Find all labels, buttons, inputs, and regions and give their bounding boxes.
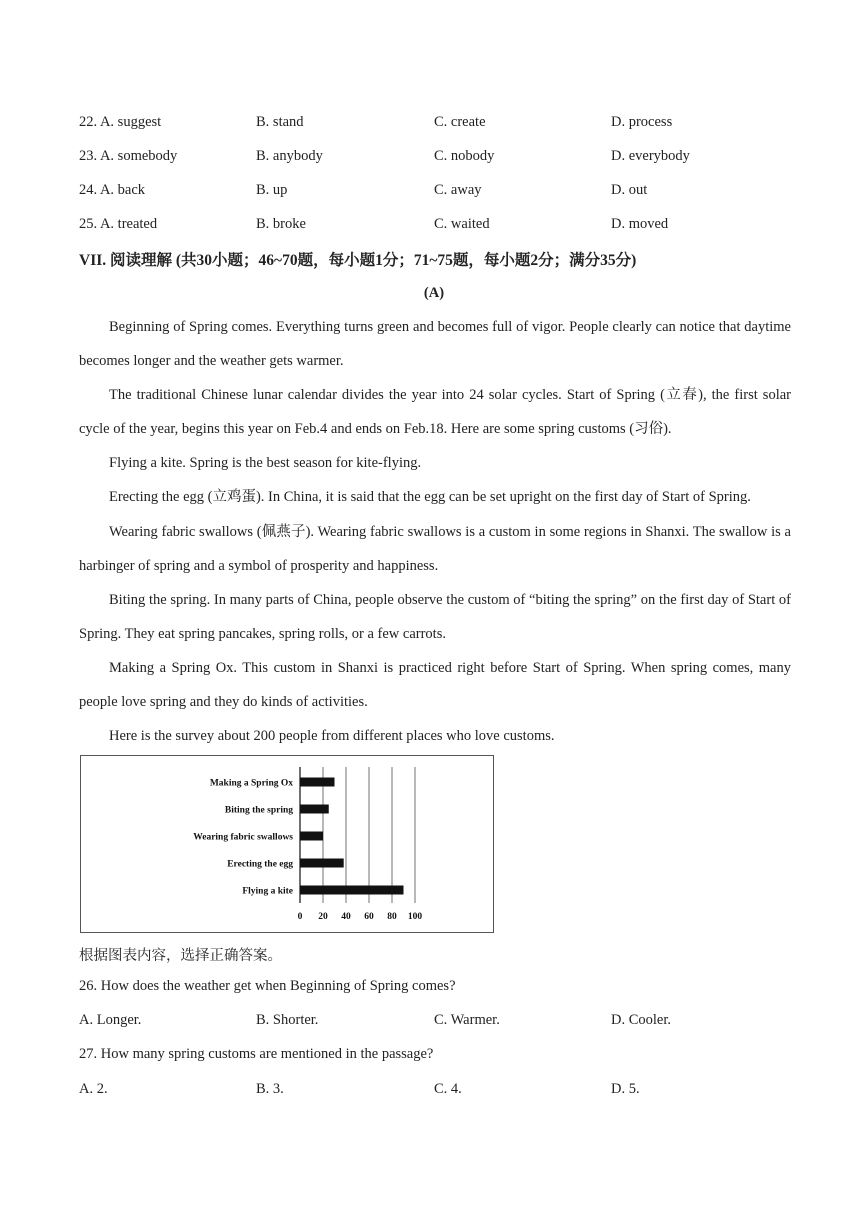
option-a: A. Longer. xyxy=(79,1012,142,1028)
option-d: D. process xyxy=(611,114,673,130)
question-26-stem: 26. How does the weather get when Beginning of Spring comes? xyxy=(79,978,456,994)
option-c: C. 4. xyxy=(434,1081,462,1097)
category-label: Flying a kite xyxy=(242,886,293,897)
question-27-options xyxy=(79,1081,799,1101)
option-c: C. away xyxy=(434,182,482,198)
bar xyxy=(300,832,323,841)
option-b: B. up xyxy=(256,182,288,198)
choice-row-22 xyxy=(79,114,799,134)
choice-row-25 xyxy=(79,216,799,236)
paragraph-5: Wearing fabric swallows (佩燕子). Wearing fabric swallows is a custom in some regions in Shanxi. The swallow is a harbinger of spring and a symbol of prosperity and happiness. xyxy=(79,524,791,575)
x-tick-label: 20 xyxy=(318,912,328,922)
option-a: 25. A. treated xyxy=(79,216,158,232)
x-tick-label: 80 xyxy=(387,912,397,922)
option-c: C. waited xyxy=(434,216,490,232)
option-d: D. moved xyxy=(611,216,669,232)
x-tick-label: 100 xyxy=(407,912,423,922)
paragraph-7: Making a Spring Ox. This custom in Shanxi is practiced right before Start of Spring. When spring comes, many people love spring and they do kinds of activities. xyxy=(79,660,791,711)
bar xyxy=(300,886,404,895)
option-c: C. nobody xyxy=(434,148,495,164)
question-27-stem: 27. How many spring customs are mentioned in the passage? xyxy=(79,1046,434,1062)
category-label: Wearing fabric swallows xyxy=(193,832,293,843)
option-a: A. 2. xyxy=(79,1081,108,1097)
paragraph-8: Here is the survey about 200 people from different places who love customs. xyxy=(109,728,555,744)
paragraph-6: Biting the spring. In many parts of China, people observe the custom of “biting the spring” on the first day of Start of Spring. They eat spring pancakes, spring rolls, or a few carrots. xyxy=(79,592,791,643)
option-d: D. everybody xyxy=(611,148,690,164)
paragraph-2: The traditional Chinese lunar calendar divides the year into 24 solar cycles. Start of Spring (立春), the first solar cycle of the year, begins this year on Feb.4 and ends on Feb.18. Here are some spring customs (习俗). xyxy=(79,387,791,438)
choice-row-23 xyxy=(79,148,799,168)
option-b: B. anybody xyxy=(256,148,323,164)
survey-chart xyxy=(80,755,494,933)
option-c: C. create xyxy=(434,114,486,130)
option-a: 23. A. somebody xyxy=(79,148,178,164)
section-title: VII. 阅读理解 (共30小题；46~70题，每小题1分；71~75题，每小题2分；满分35分) xyxy=(79,252,637,269)
paragraph-1: Beginning of Spring comes. Everything turns green and becomes full of vigor. People clearly can notice that daytime becomes longer and the weather gets warmer. xyxy=(79,319,791,370)
option-b: B. stand xyxy=(256,114,304,130)
paragraph-3: Flying a kite. Spring is the best season for kite-flying. xyxy=(109,455,422,471)
option-d: D. Cooler. xyxy=(611,1012,672,1028)
instruction: 根据图表内容，选择正确答案。 xyxy=(79,948,282,964)
choice-row-24 xyxy=(79,182,799,202)
option-b: B. Shorter. xyxy=(256,1012,319,1028)
category-label: Making a Spring Ox xyxy=(209,778,293,789)
survey-bar-chart xyxy=(81,756,493,932)
paragraph-4: Erecting the egg (立鸡蛋). In China, it is said that the egg can be set upright on the first day of Start of Spring. xyxy=(109,489,751,505)
x-tick-label: 60 xyxy=(364,912,374,922)
question-26-options xyxy=(79,1012,799,1032)
passage-label: (A) xyxy=(423,285,445,301)
category-label: Biting the spring xyxy=(224,805,293,816)
option-c: C. Warmer. xyxy=(434,1012,500,1028)
option-d: D. out xyxy=(611,182,648,198)
option-b: B. broke xyxy=(256,216,306,232)
bar xyxy=(300,805,329,814)
x-tick-label: 0 xyxy=(297,912,303,922)
bar xyxy=(300,778,335,787)
x-tick-label: 40 xyxy=(341,912,351,922)
bar xyxy=(300,859,344,868)
option-a: 22. A. suggest xyxy=(79,114,162,130)
option-d: D. 5. xyxy=(611,1081,640,1097)
option-a: 24. A. back xyxy=(79,182,146,198)
category-label: Erecting the egg xyxy=(227,859,293,870)
option-b: B. 3. xyxy=(256,1081,284,1097)
